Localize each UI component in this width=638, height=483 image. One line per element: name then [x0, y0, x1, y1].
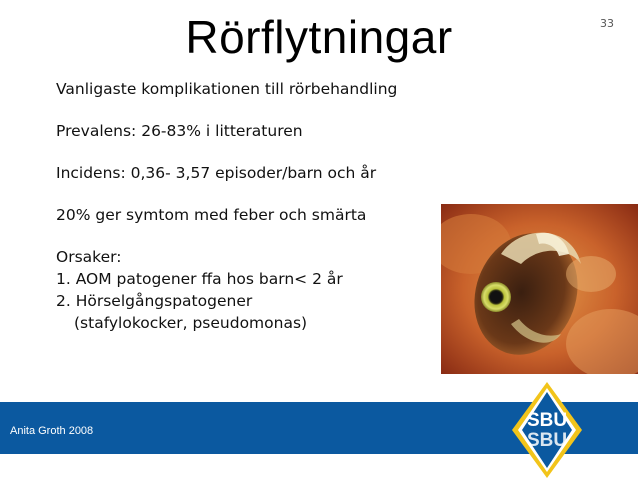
body-line: 1. AOM patogener ffa hos barn< 2 år — [56, 270, 343, 288]
body-line: (stafylokocker, pseudomonas) — [74, 314, 308, 332]
page-number: 33 — [600, 17, 614, 30]
body-line: Incidens: 0,36- 3,57 episoder/barn och år — [56, 164, 377, 182]
ear-canal-photo — [441, 204, 638, 374]
footer-author: Anita Groth 2008 — [10, 425, 94, 437]
body-line: Prevalens: 26-83% i litteraturen — [56, 122, 303, 140]
body-line: Orsaker: — [56, 248, 122, 266]
body-line: Vanligaste komplikationen till rörbehandling — [56, 80, 398, 98]
logo-text-bottom: SBU — [526, 430, 568, 451]
logo-text-top: SBU — [526, 410, 568, 431]
sbu-logo — [512, 382, 582, 478]
body-line: 20% ger symtom med feber och smärta — [56, 206, 367, 224]
slide-body — [56, 78, 397, 334]
slide-title: Rörflytningar — [185, 11, 453, 63]
body-line: 2. Hörselgångspatogener — [56, 292, 253, 310]
